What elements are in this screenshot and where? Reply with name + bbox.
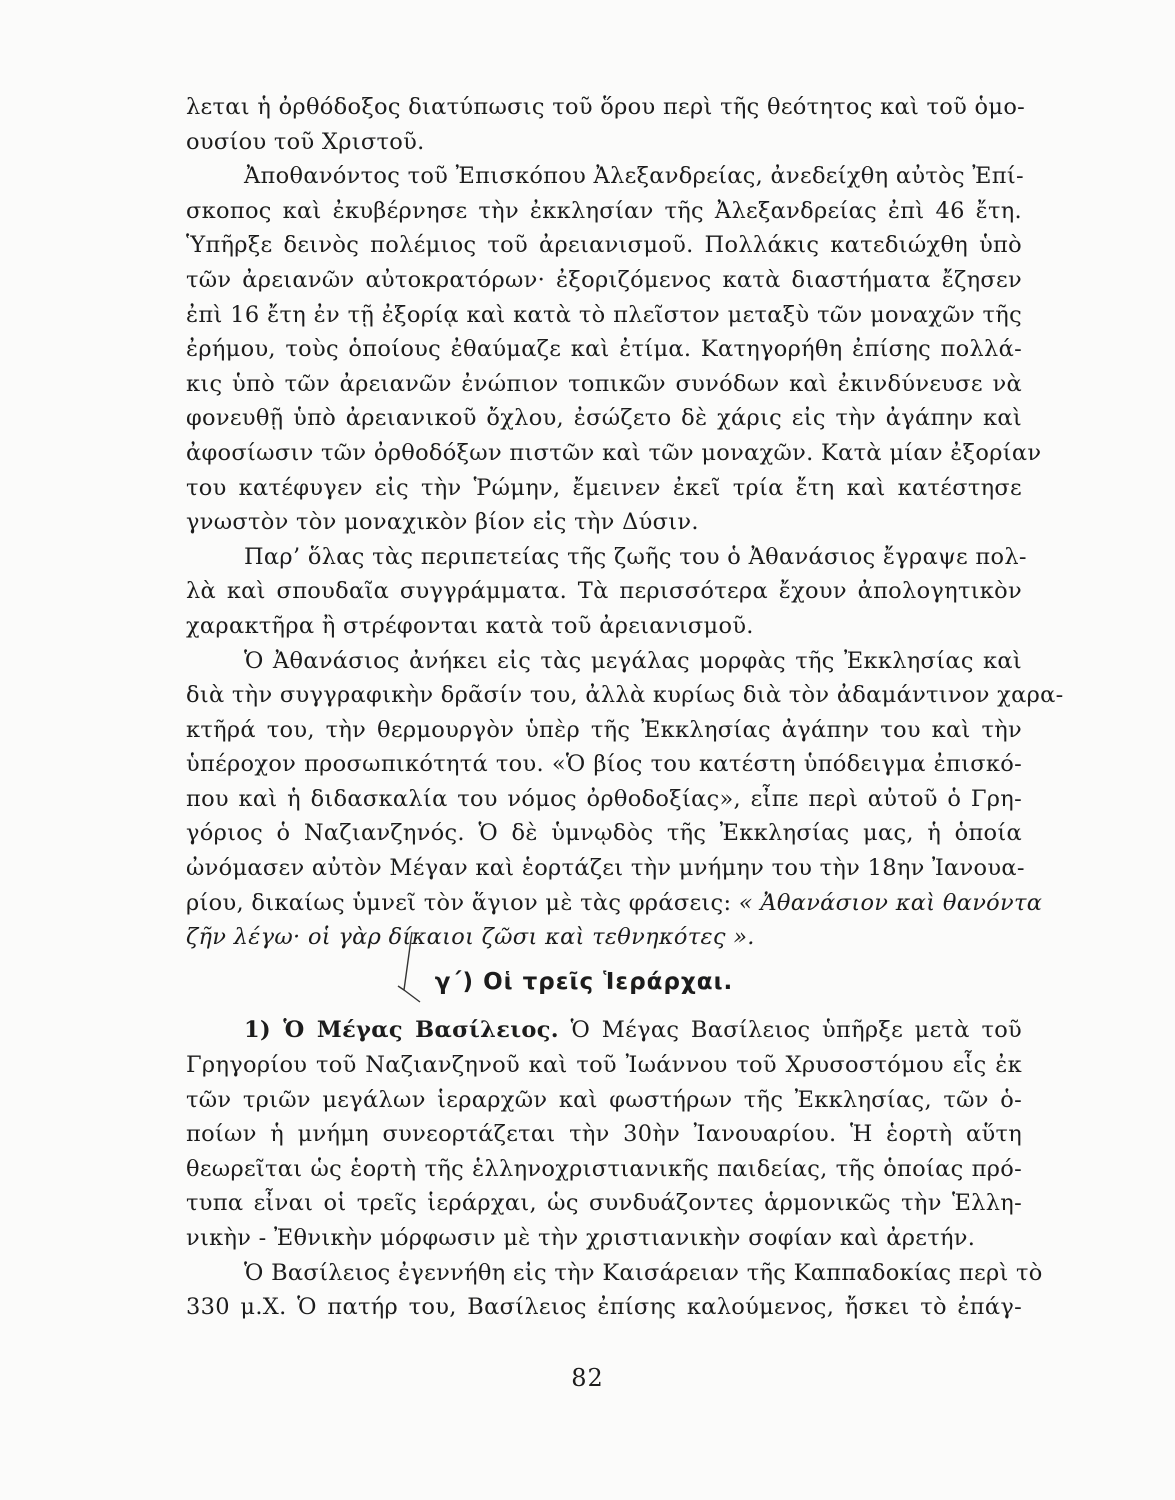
text-line: ουσίου τοῦ Χριστοῦ. [186, 128, 425, 155]
text-line: Ἀποθανόντος τοῦ Ἐπισκόπου Ἀλεξανδρείας, ἀνεδείχθη αὐτὸς Ἐπί- [244, 163, 1024, 190]
text-line: ἀφοσίωσιν τῶν ὀρθοδόξων πιστῶν καὶ τῶν μοναχῶν. Κατὰ μίαν ἐξορίαν [186, 439, 1042, 466]
text-line [186, 886, 1043, 921]
text-line: διὰ τὴν συγγραφικὴν δρᾶσίν του, ἀλλὰ κυρίως διὰ τὸν ἀδαμάντινον χαρα- [186, 682, 1064, 709]
section-heading: γ΄) Οἱ τρεῖς Ἱεράρχαι. [434, 968, 734, 995]
text-line: του κατέφυγεν εἰς τὴν Ῥώμην, ἔμεινεν ἐκεῖ τρία ἔτη καὶ κατέστησε [186, 474, 1022, 501]
text-line: 330 μ.Χ. Ὁ πατήρ του, Βασίλειος ἐπίσης καλούμενος, ἤσκει τὸ ἐπάγ- [186, 1294, 1022, 1321]
text-line: ἐρήμου, τοὺς ὁποίους ἐθαύμαζε καὶ ἐτίμα. Κατηγορήθη ἐπίσης πολλά- [186, 336, 1022, 363]
body-text [186, 90, 1064, 1325]
text-line: ὠνόμασεν αὐτὸν Μέγαν καὶ ἑορτάζει τὴν μνήμην του τὴν 18ην Ἰανουα- [186, 855, 1025, 882]
text-line: τῶν ἀρειανῶν αὐτοκρατόρων· ἐξοριζόμενος κατὰ διαστήματα ἔζησεν [186, 266, 1022, 293]
text-segment: ρίου, δικαίως ὑμνεῖ τὸν ἅγιον μὲ τὰς φράσεις: [186, 889, 732, 916]
text-line: Παρ’ ὅλας τὰς περιπετείας τῆς ζωῆς του ὁ Ἀθανάσιος ἔγραψε πολ- [244, 543, 1027, 570]
text-line: γνωστὸν τὸν μοναχικὸν βίον εἰς τὴν Δύσιν. [186, 509, 699, 536]
hymn-quote: « Ἀθανάσιον καὶ θανόντα [738, 889, 1043, 916]
text-line: χαρακτῆρα ἢ στρέφονται κατὰ τοῦ ἀρειανισμοῦ. [186, 612, 754, 639]
text-line: γόριος ὁ Ναζιανζηνός. Ὁ δὲ ὑμνῳδὸς τῆς Ἐκκλησίας μας, ἡ ὁποία [186, 820, 1022, 847]
text-line: τῶν τριῶν μεγάλων ἱεραρχῶν καὶ φωστήρων τῆς Ἐκκλησίας, τῶν ὁ- [186, 1086, 1022, 1113]
text-line: θεωρεῖται ὡς ἑορτὴ τῆς ἑλληνοχριστιανικῆς παιδείας, τῆς ὁποίας πρό- [186, 1155, 1022, 1182]
text-line: Ὑπῆρξε δεινὸς πολέμιος τοῦ ἀρειανισμοῦ. Πολλάκις κατεδιώχθη ὑπὸ [186, 232, 1022, 259]
text-line: κτῆρά του, τὴν θερμουργὸν ὑπὲρ τῆς Ἐκκλησίας ἀγάπην του καὶ τὴν [186, 716, 1022, 743]
text-line: νικὴν - Ἐθνικὴν μόρφωσιν μὲ τὴν χριστιανικὴν σοφίαν καὶ ἀρετήν. [186, 1225, 976, 1251]
page-number: 82 [571, 1364, 604, 1392]
text-line: φονευθῇ ὑπὸ ἀρειανικοῦ ὄχλου, ἐσώζετο δὲ χάρις εἰς τὴν ἀγάπην καὶ [186, 405, 1022, 432]
text-line: Ὁ Ἀθανάσιος ἀνήκει εἰς τὰς μεγάλας μορφὰς τῆς Ἐκκλησίας καὶ [244, 647, 1022, 674]
text-line: λὰ καὶ σπουδαῖα συγγράμματα. Τὰ περισσότερα ἔχουν ἀπολογητικὸν [186, 578, 1022, 605]
text-line: Ὁ Βασίλειος ἐγεννήθη εἰς τὴν Καισάρειαν τῆς Καππαδοκίας περὶ τὸ [244, 1259, 1043, 1286]
text-line: που καὶ ἡ διδασκαλία του νόμος ὀρθοδοξίας», εἶπε περὶ αὐτοῦ ὁ Γρη- [186, 785, 1022, 812]
text-line [186, 1013, 1022, 1048]
subsection-title: 1) Ὁ Μέγας Βασίλειος. [244, 1017, 559, 1044]
text-line: λεται ἡ ὀρθόδοξος διατύπωσις τοῦ ὅρου περὶ τῆς θεότητος καὶ τοῦ ὁμο- [186, 94, 1026, 120]
text-line: τυπα εἶναι οἱ τρεῖς ἱεράρχαι, ὡς συνδυάζοντες ἁρμονικῶς τὴν Ἑλλη- [186, 1190, 1022, 1217]
text-line: ἐπὶ 16 ἔτη ἐν τῇ ἐξορίᾳ καὶ κατὰ τὸ πλεῖστον μεταξὺ τῶν μοναχῶν τῆς [186, 301, 1022, 328]
text-line: κις ὑπὸ τῶν ἀρειανῶν ἐνώπιον τοπικῶν συνόδων καὶ ἐκινδύνευσε νὰ [186, 370, 1022, 397]
text-line: Γρηγορίου τοῦ Ναζιανζηνοῦ καὶ τοῦ Ἰωάννου τοῦ Χρυσοστόμου εἷς ἐκ [186, 1052, 1022, 1079]
text-line: σκοπος καὶ ἐκυβέρνησε τὴν ἐκκλησίαν τῆς Ἀλεξανδρείας ἐπὶ 46 ἔτη. [186, 197, 1022, 224]
text-line: ὑπέροχον προσωπικότητά του. «Ὁ βίος του κατέστη ὑπόδειγμα ἐπισκό- [186, 751, 1022, 778]
hymn-quote: ζῆν λέγω· οἱ γὰρ δίκαιοι ζῶσι καὶ τεθνηκότες ». [186, 924, 755, 951]
text-segment: Ὁ Μέγας Βασίλειος ὑπῆρξε μετὰ τοῦ [570, 1017, 1023, 1044]
text-line: ποίων ἡ μνήμη συνεορτάζεται τὴν 30ὴν Ἰανουαρίου. Ἡ ἑορτὴ αὕτη [186, 1121, 1022, 1148]
